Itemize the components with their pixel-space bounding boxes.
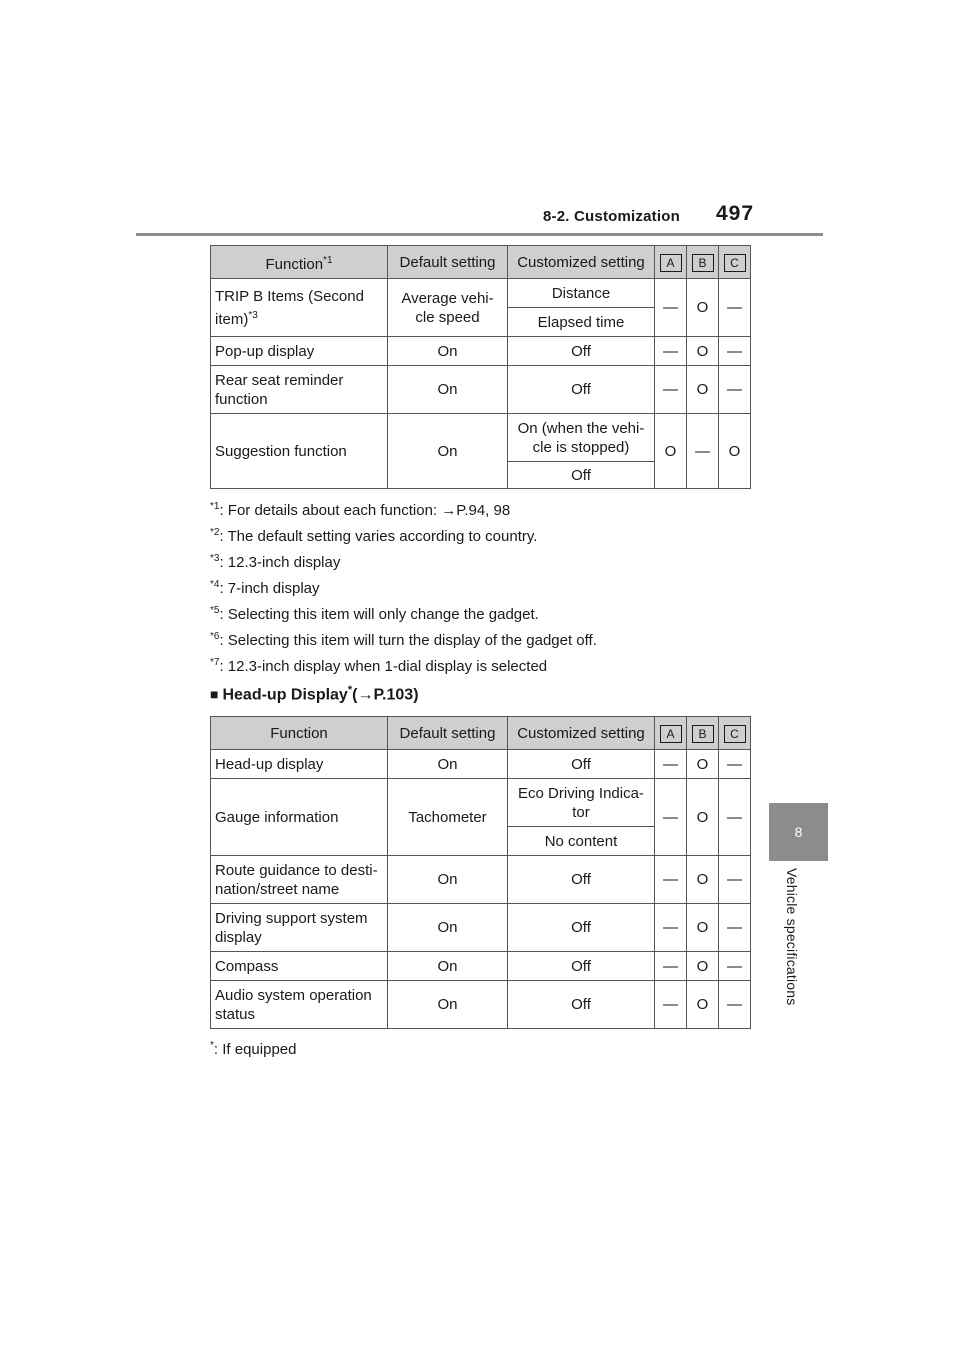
chapter-tab — [769, 803, 828, 861]
row-a: — — [655, 279, 687, 337]
note-item: $^{*6}$: Selecting this item will turn the display of the gadget off. — [210, 631, 597, 649]
row-option: No content — [508, 827, 655, 856]
header-customized-setting: Customized setting — [508, 717, 655, 750]
if-equipped-footnote: *: If equipped — [210, 1040, 297, 1058]
header-col-c — [719, 246, 751, 279]
note-item: $^{*7}$: 12.3-inch display when 1-dial display is selected — [210, 657, 548, 675]
row-b: O — [687, 779, 719, 856]
row-option: Off — [508, 981, 655, 1029]
table-row — [211, 414, 751, 462]
row-option: Off — [508, 952, 655, 981]
row-b: O — [687, 952, 719, 981]
square-bullet-icon: ■ — [210, 686, 219, 703]
row-c: — — [719, 750, 751, 779]
c-box-icon: C — [724, 725, 746, 743]
header-col-b — [687, 246, 719, 279]
header-col-a — [655, 246, 687, 279]
b-box-icon: B — [692, 725, 714, 743]
header-function: Function — [211, 717, 388, 750]
row-a: — — [655, 856, 687, 904]
row-a: — — [655, 366, 687, 414]
row-function: Compass — [211, 952, 388, 981]
customization-table-1 — [210, 245, 751, 489]
section-heading: ■ Head-up Display*(→P.103) — [210, 684, 419, 704]
row-function: Route guidance to desti-nation/street name — [211, 856, 388, 904]
a-box-icon: A — [660, 254, 682, 272]
chapter-title: Vehicle specifications — [784, 868, 800, 1006]
section-title: 8-2. Customization — [543, 208, 680, 225]
table-row — [211, 366, 751, 414]
row-b: O — [687, 366, 719, 414]
row-option: Eco Driving Indica-tor — [508, 779, 655, 827]
row-c: — — [719, 366, 751, 414]
row-option: Elapsed time — [508, 308, 655, 337]
b-box-icon: B — [692, 254, 714, 272]
header-default-setting: Default setting — [388, 717, 508, 750]
row-c: — — [719, 981, 751, 1029]
note-item: $^{*3}$: 12.3-inch display — [210, 553, 341, 571]
row-option: Off — [508, 366, 655, 414]
table-header-row — [211, 246, 751, 279]
header-default-setting: Default setting — [388, 246, 508, 279]
row-c: — — [719, 856, 751, 904]
a-box-icon: A — [660, 725, 682, 743]
row-function: Head-up display — [211, 750, 388, 779]
row-a: — — [655, 337, 687, 366]
row-option: Off — [508, 904, 655, 952]
row-a: O — [655, 414, 687, 489]
row-function: TRIP B Items (Second item)$^{*3}$ — [211, 279, 388, 337]
row-option: Off — [508, 337, 655, 366]
row-option: On (when the vehi-cle is stopped) — [508, 414, 655, 462]
table-row — [211, 337, 751, 366]
row-function: Driving support system display — [211, 904, 388, 952]
row-function: Rear seat reminder function — [211, 366, 388, 414]
footnotes — [210, 497, 597, 679]
row-c: O — [719, 414, 751, 489]
c-box-icon: C — [724, 254, 746, 272]
row-default: On — [388, 952, 508, 981]
table-row — [211, 981, 751, 1029]
table-row — [211, 952, 751, 981]
note-item: $^{*5}$: Selecting this item will only change the gadget. — [210, 605, 539, 623]
table-row — [211, 856, 751, 904]
table-row — [211, 750, 751, 779]
row-a: — — [655, 981, 687, 1029]
row-function: Suggestion function — [211, 414, 388, 489]
row-c: — — [719, 779, 751, 856]
row-function: Gauge information — [211, 779, 388, 856]
row-b: O — [687, 279, 719, 337]
customization-table-2 — [210, 716, 751, 1029]
row-function: Pop-up display — [211, 337, 388, 366]
row-b: O — [687, 337, 719, 366]
row-default: Tachometer — [388, 779, 508, 856]
note-item: $^{*1}$: For details about each function: →P.94, 98 — [210, 501, 511, 519]
page-reference-link[interactable]: (→P.103) — [352, 686, 419, 704]
row-default: On — [388, 414, 508, 489]
row-default: On — [388, 856, 508, 904]
header-col-b — [687, 717, 719, 750]
note-item: $^{*4}$: 7-inch display — [210, 579, 320, 597]
row-option: Off — [508, 750, 655, 779]
header-divider — [136, 233, 823, 236]
row-c: — — [719, 904, 751, 952]
row-b: O — [687, 904, 719, 952]
table-header-row — [211, 717, 751, 750]
row-option: Distance — [508, 279, 655, 308]
row-default: On — [388, 366, 508, 414]
header-col-a — [655, 717, 687, 750]
header-function: Function$^{*1}$ — [211, 246, 388, 279]
row-c: — — [719, 337, 751, 366]
row-default: On — [388, 750, 508, 779]
row-b: O — [687, 856, 719, 904]
row-default: On — [388, 904, 508, 952]
header-col-c — [719, 717, 751, 750]
table-row — [211, 779, 751, 827]
table-row — [211, 904, 751, 952]
row-option: Off — [508, 462, 655, 489]
row-b: O — [687, 750, 719, 779]
row-option: Off — [508, 856, 655, 904]
row-default: On — [388, 337, 508, 366]
page-number: 497 — [716, 202, 755, 225]
row-a: — — [655, 952, 687, 981]
row-default: Average vehi-cle speed — [388, 279, 508, 337]
header-customized-setting: Customized setting — [508, 246, 655, 279]
table-row — [211, 279, 751, 308]
row-a: — — [655, 750, 687, 779]
note-item: $^{*2}$: The default setting varies according to country. — [210, 527, 538, 545]
row-a: — — [655, 779, 687, 856]
row-b: — — [687, 414, 719, 489]
row-b: O — [687, 981, 719, 1029]
row-a: — — [655, 904, 687, 952]
row-default: On — [388, 981, 508, 1029]
chapter-number: 8 — [794, 824, 803, 840]
row-c: — — [719, 952, 751, 981]
row-c: — — [719, 279, 751, 337]
row-function: Audio system operation status — [211, 981, 388, 1029]
